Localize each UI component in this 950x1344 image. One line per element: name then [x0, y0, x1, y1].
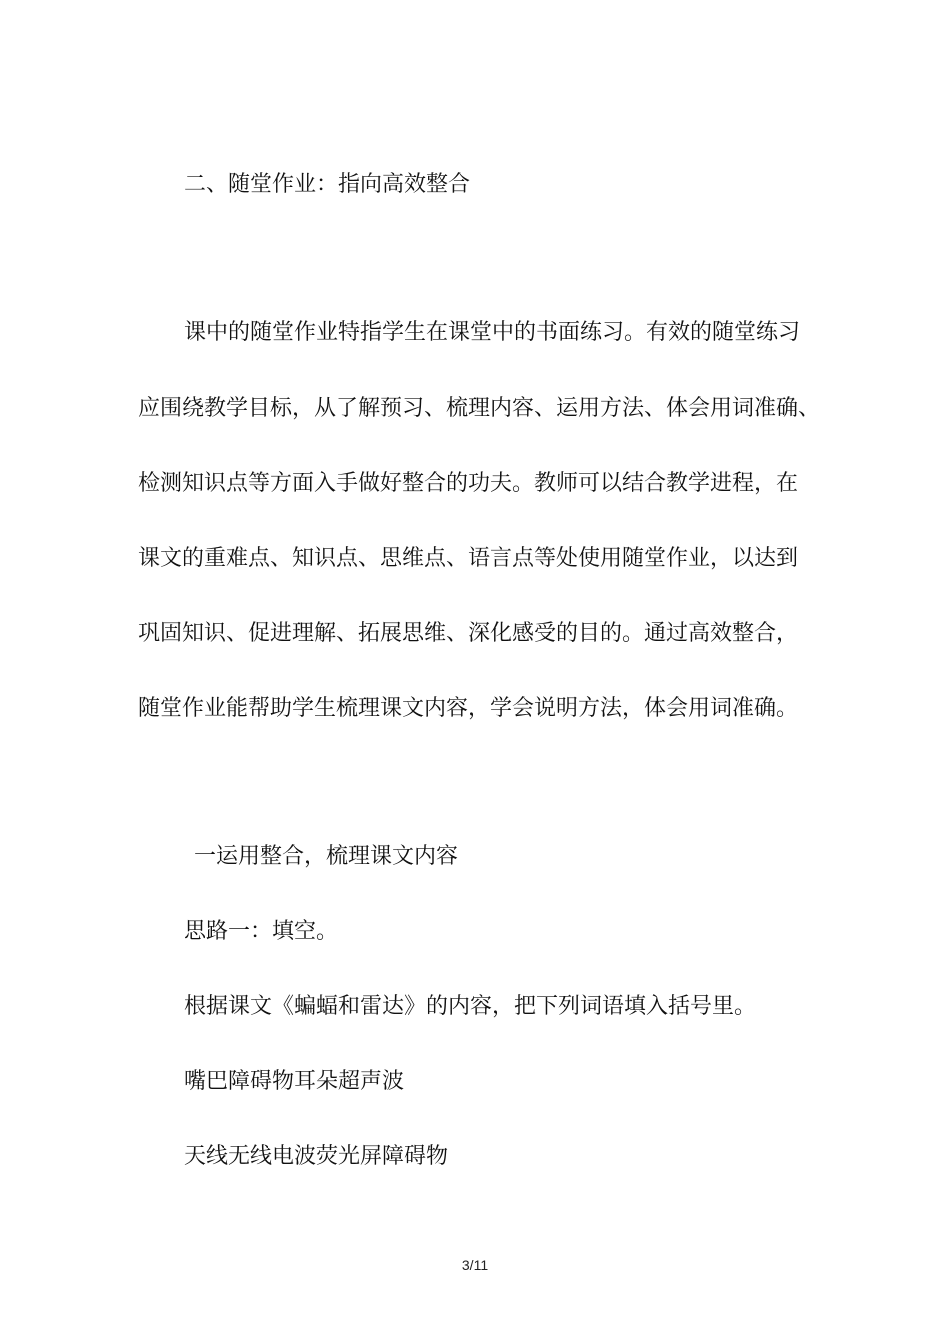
list-item: 天线无线电波荧光屏障碍物: [184, 1144, 449, 1169]
paragraph-line: 检测知识点等方面入手做好整合的功夫。教师可以结合教学进程，在: [138, 471, 799, 496]
sub-heading: 一运用整合，梳理课文内容: [194, 844, 459, 869]
paragraph-line: 巩固知识、促进理解、拓展思维、深化感受的目的。通过高效整合，: [138, 621, 799, 646]
section-heading: 二、随堂作业：指向高效整合: [184, 172, 471, 197]
page-number: 3/11: [461, 1257, 489, 1273]
paragraph-line: 课中的随堂作业特指学生在课堂中的书面练习。有效的随堂练习: [184, 320, 801, 345]
paragraph-line: 随堂作业能帮助学生梳理课文内容，学会说明方法，体会用词准确。: [138, 696, 799, 721]
list-item: 嘴巴障碍物耳朵超声波: [184, 1069, 405, 1094]
list-item: 根据课文《蝙蝠和雷达》的内容，把下列词语填入括号里。: [184, 994, 757, 1019]
paragraph-line: 应围绕教学目标，从了解预习、梳理内容、运用方法、体会用词准确、: [138, 396, 821, 421]
list-item: 思路一：填空。: [184, 919, 339, 944]
paragraph-line: 课文的重难点、知识点、思维点、语言点等处使用随堂作业，以达到: [138, 546, 799, 571]
